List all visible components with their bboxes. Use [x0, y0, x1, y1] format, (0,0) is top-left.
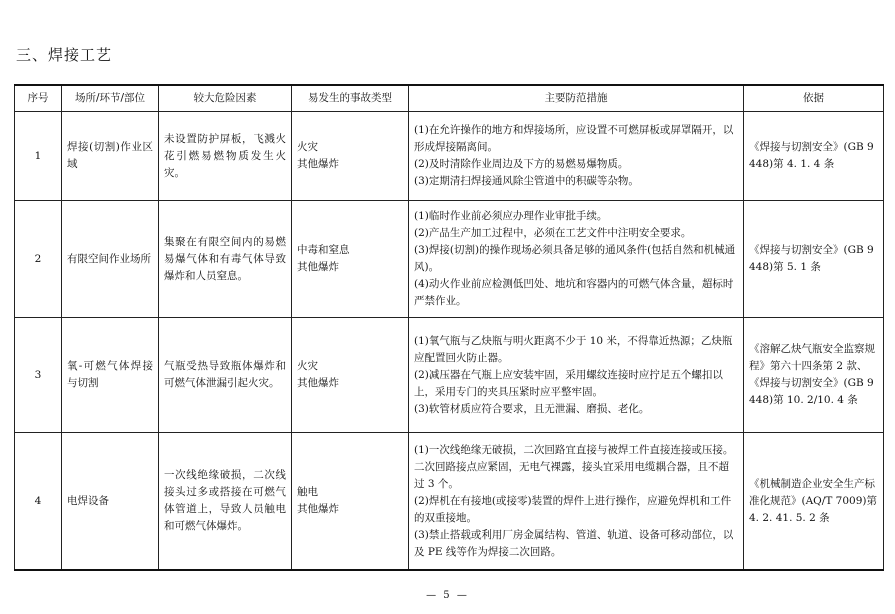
measure-item: (2)产品生产加工过程中，必须在工艺文件中注明安全要求。: [414, 227, 692, 239]
accident-type: 其他爆炸: [297, 503, 339, 515]
measure-item: (2)焊机在有接地(或接零)装置的焊件上进行操作，应避免焊机和工件的双重接地。: [414, 494, 732, 524]
accident-type: 其他爆炸: [297, 377, 339, 389]
cell-factor: 一次线绝缘破损，二次线接头过多或搭接在可燃气体管道上，导致人员触电和可燃气体爆炸。: [159, 433, 292, 571]
table-row: [15, 112, 884, 201]
section-title: 三、焊接工艺: [16, 46, 113, 64]
cell-seq: 4: [15, 433, 62, 571]
header-seq: 序号: [15, 85, 62, 112]
table-row: [15, 201, 884, 318]
measure-item: (1)临时作业前必须应办理作业审批手续。: [414, 210, 608, 222]
measure-item: (2)及时清除作业周边及下方的易燃易爆物质。: [414, 158, 629, 170]
cell-measures: [409, 433, 744, 571]
accident-type: 其他爆炸: [297, 158, 339, 170]
measure-item: (2)减压器在气瓶上应安装牢固，采用螺纹连接时应拧足五个螺扣以上，采用专门的夹具压紧时应平整牢固。: [414, 368, 723, 398]
accident-type: 火灾: [297, 141, 318, 153]
cell-basis: 《溶解乙炔气瓶安全监察规程》第六十四条第 2 款、《焊接与切割安全》(GB 9448)第 10. 2/10. 4 条: [744, 318, 884, 433]
cell-factor: 集聚在有限空间内的易燃易爆气体和有毒气体导致爆炸和人员窒息。: [159, 201, 292, 318]
measure-item: (3)定期清扫焊接通风除尘管道中的积碳等杂物。: [414, 175, 639, 187]
table-row: [15, 318, 884, 433]
cell-accident: [292, 318, 409, 433]
cell-accident: [292, 112, 409, 201]
measure-item: (3)禁止搭载或利用厂房金属结构、管道、轨道、设备可移动部位，以及 PE 线等作为焊接二次回路。: [414, 528, 734, 558]
measure-item: (1)氧气瓶与乙炔瓶与明火距离不少于 10 米，不得靠近热源；乙炔瓶应配置回火防止器。: [414, 334, 733, 364]
header-place: 场所/环节/部位: [62, 85, 159, 112]
header-factor: 较大危险因素: [159, 85, 292, 112]
measure-item: (3)焊接(切割)的操作现场必须具备足够的通风条件(包括自然和机械通风)。: [414, 244, 736, 273]
cell-seq: 1: [15, 112, 62, 201]
header-basis: 依据: [744, 85, 884, 112]
cell-measures: [409, 201, 744, 318]
header-accident: 易发生的事故类型: [292, 85, 409, 112]
cell-accident: [292, 433, 409, 571]
page-number: — 5 —: [426, 590, 469, 601]
measure-item: (1)一次线绝缘无破损，二次回路宜直接与被焊工件直接连接或压接。二次回路接点应紧固，无电气裸露，接头宜采用电缆耦合器，且不超过 3 个。: [414, 443, 734, 490]
cell-basis: 《机械制造企业安全生产标准化规范》(AQ/T 7009)第 4. 2. 41. 5. 2 条: [744, 433, 884, 571]
measure-item: (4)动火作业前应检测低凹处、地坑和容器内的可燃气体含量，超标时严禁作业。: [414, 278, 734, 307]
measure-item: (3)软管材质应符合要求，且无泄漏、磨损、老化。: [414, 402, 650, 415]
cell-place: 电焊设备: [62, 433, 159, 571]
cell-basis: 《焊接与切割安全》(GB 9448)第 5. 1 条: [744, 201, 884, 318]
cell-basis: 《焊接与切割安全》(GB 9448)第 4. 1. 4 条: [744, 112, 884, 201]
measure-item: (1)在允许操作的地方和焊接场所，应设置不可燃屏板或屏罩隔开，以形成焊接隔离间。: [414, 124, 734, 153]
cell-factor: 未设置防护屏板，飞溅火花引燃易燃物质发生火灾。: [159, 112, 292, 201]
table-header-row: [15, 85, 884, 112]
accident-type: 中毒和窒息: [297, 244, 350, 256]
cell-accident: [292, 201, 409, 318]
cell-place: 氧-可燃气体焊接与切割: [62, 318, 159, 433]
cell-measures: [409, 318, 744, 433]
accident-type: 火灾: [297, 360, 318, 372]
cell-factor: 气瓶受热导致瓶体爆炸和可燃气体泄漏引起火灾。: [159, 318, 292, 433]
cell-seq: 2: [15, 201, 62, 318]
cell-measures: [409, 112, 744, 201]
hazard-table: [14, 84, 884, 571]
accident-type: 其他爆炸: [297, 261, 339, 273]
cell-place: 有限空间作业场所: [62, 201, 159, 318]
cell-seq: 3: [15, 318, 62, 433]
table-row: [15, 433, 884, 571]
cell-place: 焊接(切割)作业区域: [62, 112, 159, 201]
header-measures: 主要防范措施: [409, 85, 744, 112]
accident-type: 触电: [297, 486, 318, 498]
